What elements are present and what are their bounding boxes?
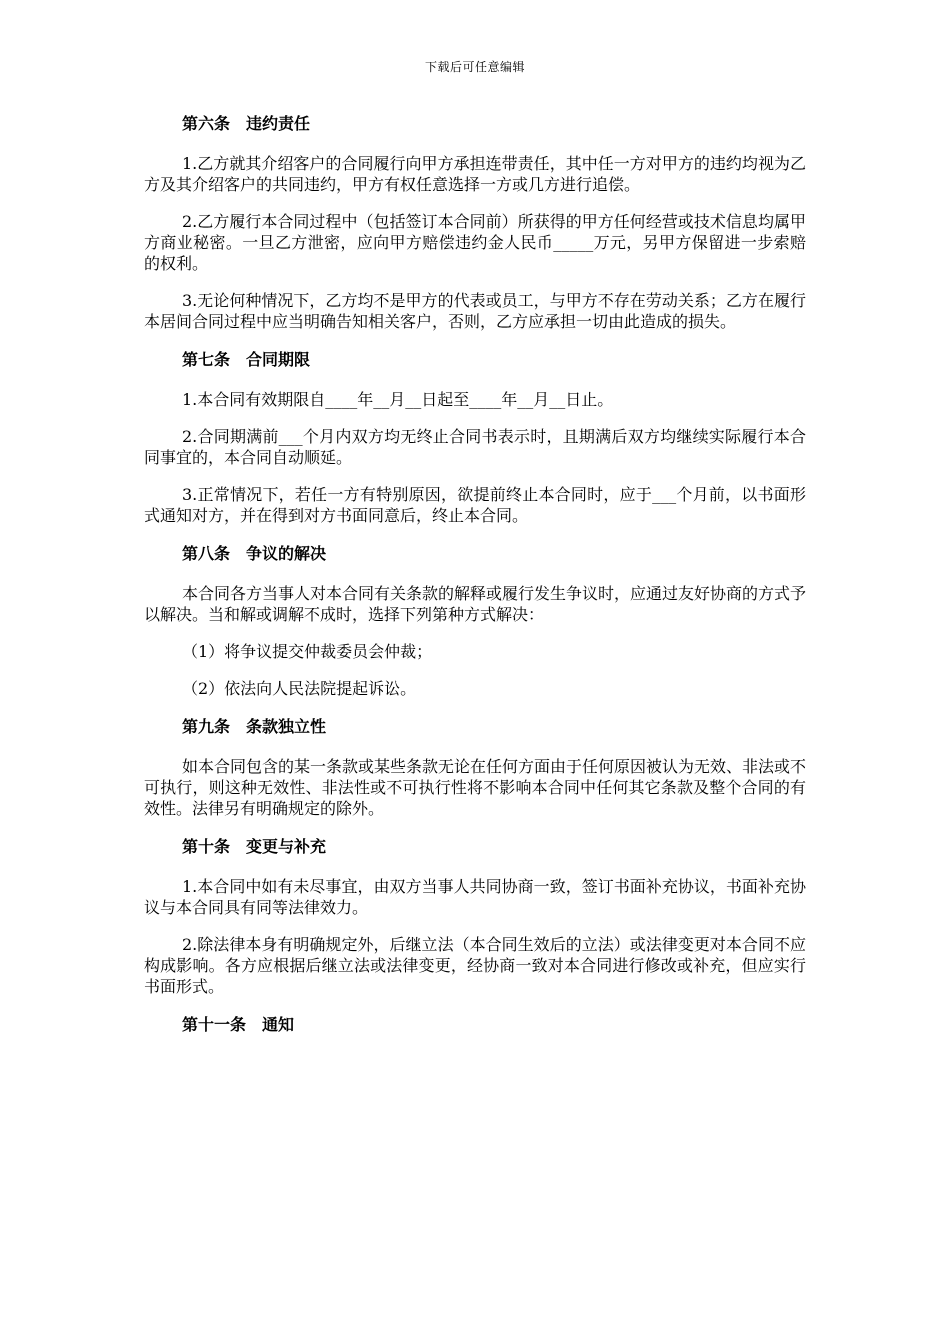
article-10-heading: 第十条 变更与补充	[182, 837, 327, 856]
article-9-heading: 第九条 条款独立性	[182, 717, 327, 736]
article-10-clause-2: 2.除法律本身有明确规定外，后继立法（本合同生效后的立法）或法律变更对本合同不应构成影响。各方应根据后继立法或法律变更，经协商一致对本合同进行修改或补充，但应实行书面形式。	[144, 935, 806, 996]
article-6-heading: 第六条 违约责任	[182, 114, 311, 133]
page-header: 下载后可任意编辑	[424, 60, 525, 74]
article-9-paragraph: 如本合同包含的某一条款或某些条款无论在任何方面由于任何原因被认为无效、非法或不可执行，则这种无效性、非法性或不可执行性将不影响本合同中任何其它条款及整个合同的有效性。法律另有明确规定的除外。	[144, 757, 807, 818]
document-body	[144, 112, 806, 1054]
article-8-option-1: （1）将争议提交仲裁委员会仲裁；	[182, 642, 433, 661]
article-6-clause-3: 3.无论何种情况下，乙方均不是甲方的代表或员工，与甲方不存在劳动关系；乙方在履行本居间合同过程中应当明确告知相关客户，否则，乙方应承担一切由此造成的损失。	[144, 291, 806, 331]
article-7-clause-2: 2.合同期满前___个月内双方均无终止合同书表示时，且期满后双方均继续实际履行本合同事宜的，本合同自动顺延。	[144, 427, 806, 467]
article-6-clause-2: 2.乙方履行本合同过程中（包括签订本合同前）所获得的甲方任何经营或技术信息均属甲方商业秘密。一旦乙方泄密，应向甲方赔偿违约金人民币_____万元，另甲方保留进一步索赔的权利。	[144, 212, 806, 273]
article-7-clause-1: 1.本合同有效期限自____年__月__日起至____年__月__日止。	[182, 390, 614, 409]
article-7-clause-3: 3.正常情况下，若任一方有特别原因，欲提前终止本合同时，应于___个月前，以书面形式通知对方，并在得到对方书面同意后，终止本合同。	[144, 485, 806, 525]
article-11-heading: 第十一条 通知	[182, 1015, 295, 1034]
article-8-heading: 第八条 争议的解决	[182, 544, 327, 563]
article-8-option-2: （2）依法向人民法院提起诉讼。	[182, 679, 417, 698]
article-6-clause-1: 1.乙方就其介绍客户的合同履行向甲方承担连带责任，其中任一方对甲方的违约均视为乙方及其介绍客户的共同违约，甲方有权任意选择一方或几方进行追偿。	[144, 154, 806, 194]
article-10-clause-1: 1.本合同中如有未尽事宜，由双方当事人共同协商一致，签订书面补充协议，书面补充协议与本合同具有同等法律效力。	[144, 877, 806, 917]
article-8-paragraph: 本合同各方当事人对本合同有关条款的解释或履行发生争议时，应通过友好协商的方式予以解决。当和解或调解不成时，选择下列第种方式解决：	[144, 584, 807, 624]
article-7-heading: 第七条 合同期限	[182, 350, 311, 369]
